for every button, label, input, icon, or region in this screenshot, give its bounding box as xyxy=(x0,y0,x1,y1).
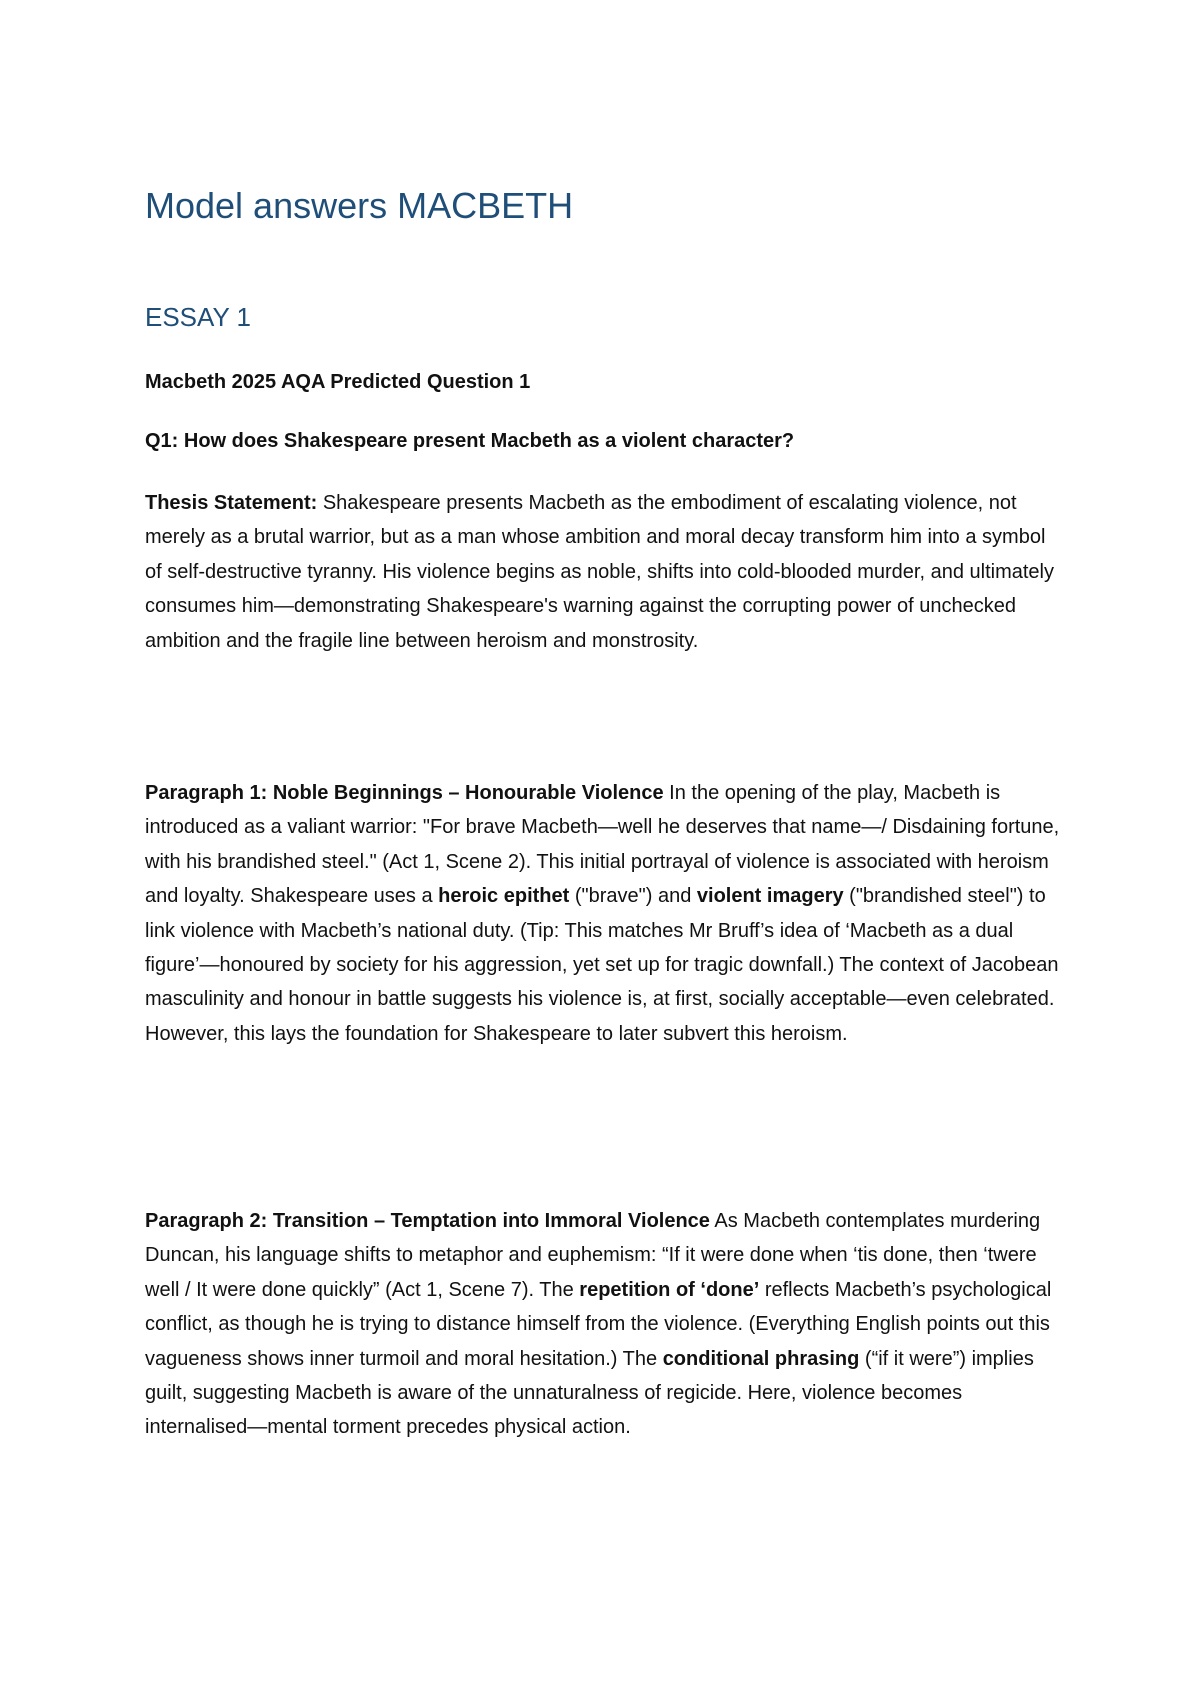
paragraph-2-text-b: reflects Macbeth’s psychological conflict, as though he is trying to distance himself from the violence. (Everything English points out this vagueness shows inner turmoil and moral hesitation.) The xyxy=(145,1278,1052,1370)
thesis-paragraph xyxy=(145,486,1065,658)
paragraph-2-heading: Paragraph 2: Transition – Temptation into Immoral Violence xyxy=(145,1210,710,1232)
question-label: Macbeth 2025 AQA Predicted Question 1 xyxy=(145,371,531,393)
paragraph-2 xyxy=(145,1204,1065,1445)
paragraph-1-term-2: violent imagery xyxy=(696,885,844,908)
paragraph-1-heading: Paragraph 1: Noble Beginnings – Honourable Violence xyxy=(145,782,664,804)
paragraph-2-text-a: As Macbeth contemplates murdering Duncan, his language shifts to metaphor and euphemism: “If it were done when ‘tis done, then ‘twere well / It were done quickly” (Act 1, Scene 7). The xyxy=(145,1210,1041,1301)
paragraph-2-term-2: conditional phrasing xyxy=(662,1347,860,1370)
paragraph-2-term-1: repetition of ‘done’ xyxy=(579,1278,760,1301)
thesis-text: Shakespeare presents Macbeth as the embodiment of escalating violence, not merely as a brutal warrior, but as a man whose ambition and moral decay transform him into a symbol of self-destructive tyranny. His violence begins as noble, shifts into cold-blooded murder, and ultimately consumes him—demonstrating Shakespeare's warning against the corrupting power of unchecked ambition and the fragile line between heroism and monstrosity. xyxy=(145,492,1054,652)
document-title: Model answers MACBETH xyxy=(145,185,574,226)
paragraph-1-text-b: ("brave") and xyxy=(569,885,697,908)
thesis-label: Thesis Statement: xyxy=(145,492,318,514)
question-text: Q1: How does Shakespeare present Macbeth as a violent character? xyxy=(145,430,795,452)
paragraph-1-text-c: ("brandished steel") to link violence with Macbeth’s national duty. (Tip: This matches Mr Bruff’s idea of ‘Macbeth as a dual figure’—honoured by society for his aggression, yet set up for tragic downfall.) The context of Jacobean masculinity and honour in battle suggests his violence is, at first, socially acceptable—even celebrated. However, this lays the foundation for Shakespeare to later subvert this heroism. xyxy=(145,885,1059,1045)
paragraph-1 xyxy=(145,776,1065,1051)
paragraph-2-text-c: (“if it were”) implies guilt, suggesting Macbeth is aware of the unnaturalness of regicide. Here, violence becomes internalised—mental torment precedes physical action. xyxy=(145,1347,1034,1439)
essay-heading: ESSAY 1 xyxy=(145,302,251,332)
paragraph-1-term-1: heroic epithet xyxy=(438,885,570,908)
paragraph-1-text-a: In the opening of the play, Macbeth is introduced as a valiant warrior: "For brave Macbeth—well he deserves that name—/ Disdaining fortune, with his brandished steel." (Act 1, Scene 2). This initial portrayal of violence is associated with heroism and loyalty. Shakespeare uses a xyxy=(145,782,1060,908)
